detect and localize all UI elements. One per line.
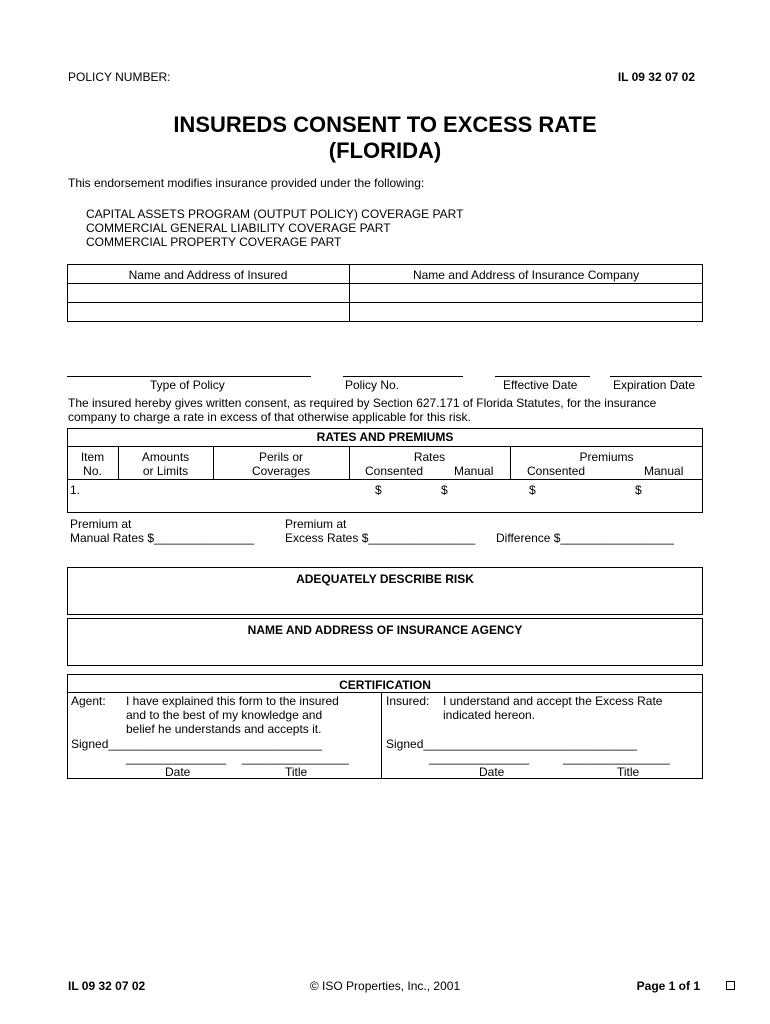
agent-statement: I have explained this form to the insured <box>126 694 339 708</box>
item-header: No. <box>83 464 102 478</box>
premiums-header: Premiums <box>579 450 634 464</box>
company-name-field[interactable] <box>355 284 697 301</box>
perils-header: Perils or <box>258 450 303 464</box>
row-item-number: 1. <box>70 483 81 497</box>
agent-date-label: Date <box>165 765 191 779</box>
excess-premium-label: Premium at <box>285 517 347 531</box>
excess-premium-field[interactable]: Excess Rates $________________ <box>285 531 476 545</box>
insured-name-header: Name and Address of Insured <box>128 268 288 282</box>
agent-statement: and to the best of my knowledge and <box>126 708 323 722</box>
consent-text: The insured hereby gives written consent, as required by Section 627.171 of Florida Statutes, for the insurance <box>68 396 657 410</box>
footer-copyright: © ISO Properties, Inc., 2001 <box>309 979 461 993</box>
agent-statement: belief he understands and accepts it. <box>126 722 322 736</box>
insured-statement: I understand and accept the Excess Rate <box>443 694 663 708</box>
item-header: Item <box>80 450 105 464</box>
insured-label: Insured: <box>386 694 430 708</box>
rate-manual-dollar: $ <box>441 483 448 497</box>
perils-header: Coverages <box>251 464 311 478</box>
agent-date-field[interactable]: _______________ <box>126 751 227 765</box>
rates-table-title: RATES AND PREMIUMS <box>316 430 454 444</box>
insured-date-field[interactable]: _______________ <box>429 751 530 765</box>
footer-form-code: IL 09 32 07 02 <box>68 979 146 993</box>
form-title: INSUREDS CONSENT TO EXCESS RATE <box>173 112 597 137</box>
describe-risk-title: ADEQUATELY DESCRIBE RISK <box>296 572 474 586</box>
coverage-part: CAPITAL ASSETS PROGRAM (OUTPUT POLICY) COVERAGE PART <box>86 207 464 221</box>
type-of-policy-label: Type of Policy <box>150 378 225 392</box>
rates-consented-header: Consented <box>365 464 424 478</box>
insured-date-label: Date <box>479 765 505 779</box>
agent-label: Agent: <box>71 694 106 708</box>
effective-date-line[interactable] <box>495 376 590 377</box>
agent-signature-field[interactable]: Signed________________________________ <box>71 737 322 751</box>
form-code: IL 09 32 07 02 <box>617 70 695 84</box>
rates-manual-header: Manual <box>454 464 494 478</box>
checkbox-icon[interactable] <box>726 981 735 990</box>
coverage-part: COMMERCIAL GENERAL LIABILITY COVERAGE PART <box>86 221 391 235</box>
insured-title-label: Title <box>617 765 640 779</box>
type-of-policy-line[interactable] <box>67 376 311 377</box>
effective-date-label: Effective Date <box>503 378 578 392</box>
premium-manual-dollar: $ <box>635 483 642 497</box>
certification-divider <box>381 692 382 779</box>
coverage-part: COMMERCIAL PROPERTY COVERAGE PART <box>86 235 342 249</box>
amounts-header: Amounts <box>141 450 190 464</box>
intro-text: This endorsement modifies insurance provided under the following: <box>68 176 425 190</box>
certification-rule <box>67 692 703 693</box>
insured-title-field[interactable]: ________________ <box>563 751 670 765</box>
agent-title-field[interactable]: ________________ <box>242 751 349 765</box>
insured-signature-field[interactable]: Signed________________________________ <box>386 737 637 751</box>
insurance-agency-title: NAME AND ADDRESS OF INSURANCE AGENCY <box>247 623 523 637</box>
manual-premium-field[interactable]: Manual Rates $_______________ <box>70 531 255 545</box>
company-name-header: Name and Address of Insurance Company <box>412 268 640 282</box>
expiration-date-line[interactable] <box>610 376 702 377</box>
manual-premium-label: Premium at <box>70 517 132 531</box>
amounts-header: or Limits <box>142 464 189 478</box>
expiration-date-label: Expiration Date <box>613 378 696 392</box>
insured-name-field[interactable] <box>73 284 343 301</box>
insured-statement: indicated hereon. <box>443 708 536 722</box>
premiums-manual-header: Manual <box>644 464 684 478</box>
rates-table-rule <box>67 446 703 447</box>
certification-title: CERTIFICATION <box>339 678 431 692</box>
footer-page: Page 1 of 1 <box>636 979 700 993</box>
policy-no-line[interactable] <box>343 376 463 377</box>
names-table-rule <box>67 302 703 303</box>
policy-number-label: POLICY NUMBER: <box>68 70 171 84</box>
form-subtitle: (FLORIDA) <box>328 138 442 163</box>
premiums-consented-header: Consented <box>527 464 586 478</box>
rate-consented-dollar: $ <box>375 483 382 497</box>
consent-text: company to charge a rate in excess of that otherwise applicable for this risk. <box>68 410 471 424</box>
rates-table-rule <box>67 479 703 480</box>
difference-field[interactable]: Difference $_________________ <box>496 531 674 545</box>
premium-consented-dollar: $ <box>529 483 536 497</box>
agent-title-label: Title <box>285 765 308 779</box>
policy-no-label: Policy No. <box>345 378 400 392</box>
rates-header: Rates <box>413 450 446 464</box>
